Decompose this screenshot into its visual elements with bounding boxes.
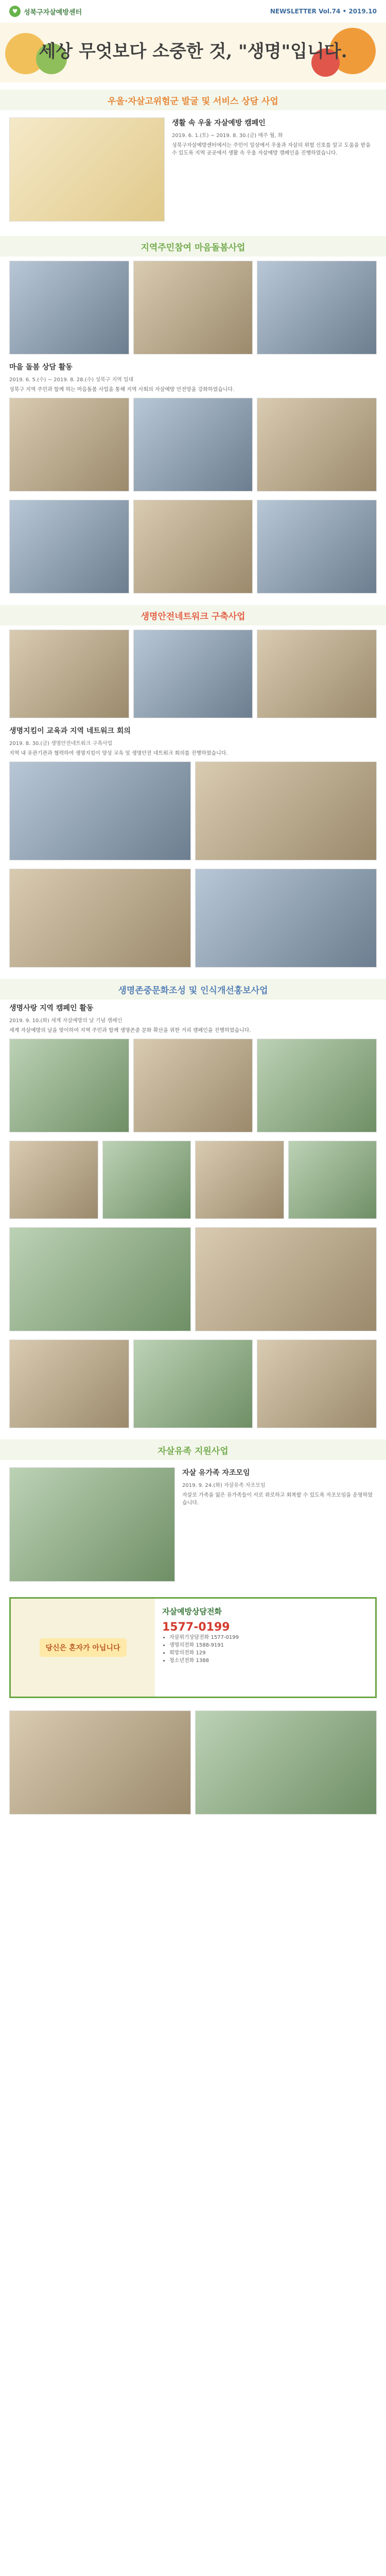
article-body: 세계 자살예방의 날을 맞이하여 지역 주민과 함께 생명존중 문화 확산을 위한 거리 캠페인을 진행하였습니다. [9,1028,251,1033]
event-photo [9,761,191,860]
comfort-sign: 당신은 혼자가 아닙니다 [40,1638,127,1657]
event-photo [195,1710,377,1815]
event-photo [9,261,129,354]
event-photo [133,261,253,354]
event-photo [195,1227,377,1331]
article [0,1460,386,1589]
hotline-list [162,1634,368,1665]
newsletter-label: NEWSLETTER Vol.74 • 2019.10 [270,8,377,15]
center-logo [9,6,82,17]
org-name: 성북구자살예방센터 [24,8,82,16]
hotline-item: • 생명의전화 1588-9191 [169,1641,368,1649]
hero-banner [0,23,386,82]
event-photo [257,261,377,354]
top-bar [0,0,386,23]
article [0,110,386,229]
event-photo [133,1340,253,1428]
event-photo [257,500,377,594]
article-heading: 생명지킴이 교육과 지역 네트워크 회의 [9,727,131,735]
phone-number[interactable]: 1577-0199 [162,1621,230,1634]
article-heading: 자살 유가족 자조모임 [182,1469,250,1477]
event-photo [133,500,253,594]
article-body: 지역 내 유관기관과 협력하여 생명지킴이 양성 교육 및 생명안전 네트워크 회의를 진행하였습니다. [9,751,228,756]
photo-grid [0,257,386,359]
photo-grid [0,496,386,598]
hotline-item: • 청소년전화 1388 [169,1657,368,1665]
photo-grid [0,394,386,496]
event-photo [9,1141,98,1219]
article-heading: 생명사랑 지역 캠페인 활동 [9,1004,94,1012]
event-photo [133,630,253,718]
event-photo [9,1710,191,1815]
event-photo [9,869,191,968]
event-photo [257,1039,377,1132]
article-date: 2019. 8. 30.(금) 생명안전네트워크 구축사업 [9,741,113,747]
photo-grid [0,1223,386,1335]
event-photo [9,398,129,492]
event-photo [9,500,129,594]
hotline-ad [9,1597,377,1698]
section-banner: 생명안전네트워크 구축사업 [0,605,386,625]
hotline-item: • 희망의전화 129 [169,1649,368,1657]
event-photo [195,761,377,860]
event-photo [9,1039,129,1132]
photo-grid [0,1137,386,1223]
event-photo [9,1340,129,1428]
ad-illustration [11,1599,155,1697]
photo-grid [0,757,386,865]
photo-grid [0,1035,386,1137]
section-banner: 자살유족 지원사업 [0,1439,386,1460]
event-photo [9,1467,175,1582]
ad-title: 자살예방상담전화 [162,1607,222,1616]
event-photo [102,1141,191,1219]
event-photo [257,398,377,492]
event-photo [9,630,129,718]
photo-grid [0,1706,386,1819]
hotline-item: • 자살위기상담전화 1577-0199 [169,1634,368,1641]
event-photo [195,869,377,968]
article-heading: 마을 돌봄 상담 활동 [9,363,73,371]
event-photo [195,1141,284,1219]
event-photo [288,1141,377,1219]
section-banner: 지역주민참여 마음돌봄사업 [0,236,386,257]
article-date: 2019. 6. 1.(토) ~ 2019. 8. 30.(금) 매주 월, 화 [172,133,283,139]
article-body: 자살로 가족을 잃은 유가족들이 서로 위로하고 회복할 수 있도록 자조모임을 운영하였습니다. [182,1493,373,1506]
article-heading: 생활 속 우울 자살예방 캠페인 [172,119,266,127]
article-body: 성북구자살예방센터에서는 주민이 일상에서 우울과 자살의 위험 신호를 알고 도움을 받을 수 있도록 지역 곳곳에서 생활 속 우울 자살예방 캠페인을 진행하였습니다. [172,143,371,156]
event-photo [133,398,253,492]
section-banner: 우울·자살고위험군 발굴 및 서비스 상담 사업 [0,90,386,110]
article-date: 2019. 9. 10.(화) 세계 자살예방의 날 기념 캠페인 [9,1018,122,1024]
event-photo [257,1340,377,1428]
event-photo [257,630,377,718]
article-body: 성북구 지역 주민과 함께 하는 마음돌봄 사업을 통해 지역 사회의 자살예방 안전망을 강화하였습니다. [9,387,235,393]
illustration [9,117,165,222]
leaf-icon: ♥ [9,6,21,17]
article-date: 2019. 9. 24.(화) 자살유족 자조모임 [182,1483,266,1488]
photo-grid [0,625,386,722]
event-photo [9,1227,191,1331]
event-photo [133,1039,253,1132]
photo-grid [0,1335,386,1432]
article-date: 2019. 6. 5.(수) ~ 2019. 8. 28.(수) 성북구 지역 일대 [9,377,134,383]
section-banner: 생명존중문화조성 및 인식개선홍보사업 [0,979,386,999]
photo-grid [0,865,386,972]
hero-title: 세상 무엇보다 소중한 것, "생명"입니다. [39,41,347,62]
